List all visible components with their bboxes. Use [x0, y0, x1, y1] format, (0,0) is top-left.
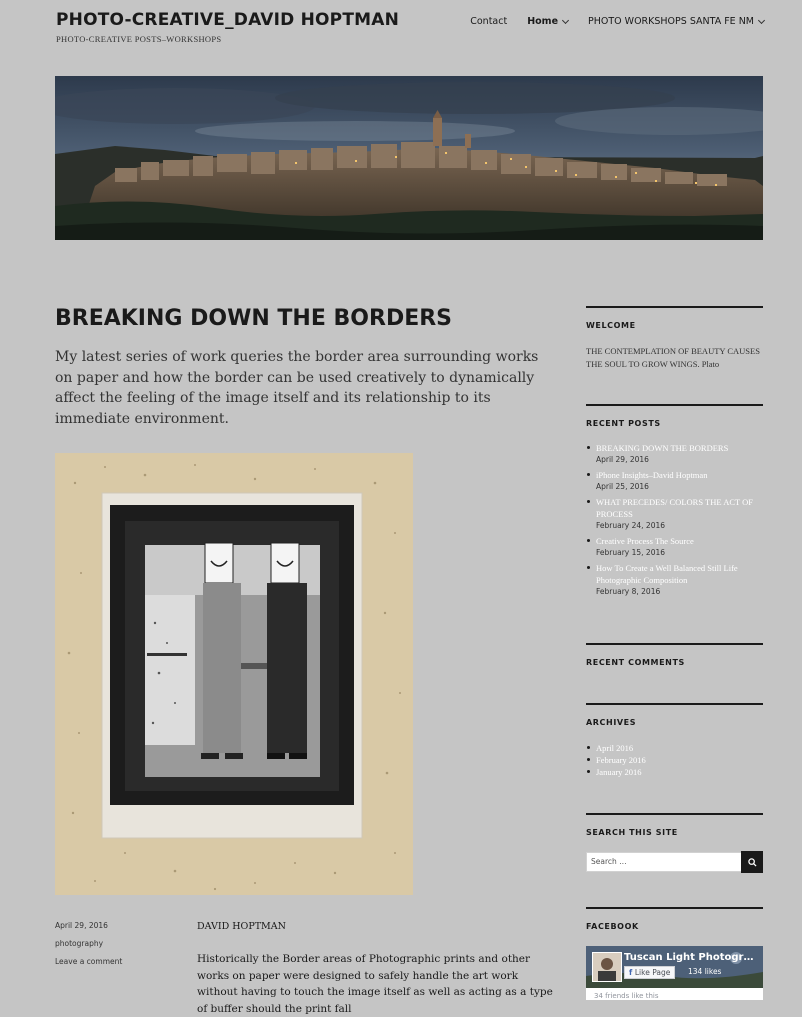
- archives-list: [586, 742, 764, 778]
- archive-link[interactable]: April 2016: [596, 743, 634, 753]
- widget-divider: [586, 703, 763, 705]
- nav-workshops-label: PHOTO WORKSHOPS SANTA FE NM: [588, 16, 754, 27]
- recent-post-link[interactable]: How To Create a Well Balanced Still Life Photographic Composition: [596, 563, 738, 585]
- widget-divider: [586, 306, 763, 308]
- recent-post-link[interactable]: BREAKING DOWN THE BORDERS: [596, 443, 729, 453]
- search-input[interactable]: Search …: [586, 852, 742, 872]
- archive-link[interactable]: January 2016: [596, 767, 642, 777]
- welcome-text: THE CONTEMPLATION OF BEAUTY CAUSES THE SOUL TO GROW WINGS. Plato: [586, 346, 760, 369]
- recent-post-date: February 24, 2016: [596, 521, 666, 530]
- post-date[interactable]: April 29, 2016: [55, 921, 108, 930]
- avatar-icon: [593, 953, 621, 981]
- featured-image[interactable]: [55, 453, 413, 895]
- post-author: DAVID HOPTMAN: [197, 921, 286, 932]
- post-title[interactable]: BREAKING DOWN THE BORDERS: [55, 306, 453, 331]
- facebook-logo-icon: f: [629, 968, 635, 977]
- chevron-down-icon: [562, 16, 569, 23]
- widget-divider: [586, 404, 763, 406]
- facebook-like-count: 134 likes: [688, 967, 722, 976]
- archives-title: ARCHIVES: [586, 718, 637, 727]
- list-item: [596, 562, 764, 597]
- recent-post-date: April 29, 2016: [596, 455, 649, 464]
- facebook-friends-text: 34 friends like this: [586, 988, 763, 1000]
- facebook-page-name[interactable]: Tuscan Light Photogr…: [624, 952, 754, 963]
- site-title[interactable]: PHOTO-CREATIVE_DAVID HOPTMAN: [56, 10, 400, 30]
- list-item: [596, 496, 764, 531]
- list-item: [596, 469, 764, 492]
- recent-posts-list: [586, 442, 764, 601]
- nav-workshops[interactable]: [588, 16, 764, 27]
- facebook-page-plugin[interactable]: [586, 946, 763, 1000]
- widget-divider: [586, 907, 763, 909]
- list-item: [596, 766, 764, 778]
- town-panorama-illustration: [55, 76, 763, 240]
- recent-post-link[interactable]: iPhone Insights–David Hoptman: [596, 470, 708, 480]
- welcome-widget-title: WELCOME: [586, 321, 636, 330]
- search-widget-title: SEARCH THIS SITE: [586, 828, 678, 837]
- facebook-like-label: Like Page: [634, 968, 671, 977]
- widget-divider: [586, 643, 763, 645]
- search-icon: [748, 858, 757, 867]
- recent-post-link[interactable]: Creative Process The Source: [596, 536, 694, 546]
- post-body: Historically the Border areas of Photographic prints and other works on paper were designed to safely handle the art work without having to touch the image itself as well as acting as a type of buffer should the print fall: [197, 953, 553, 1015]
- chevron-down-icon: [758, 16, 765, 23]
- nav-home[interactable]: [527, 16, 568, 27]
- list-item: [596, 742, 764, 754]
- recent-comments-title: RECENT COMMENTS: [586, 658, 685, 667]
- post-category[interactable]: photography: [55, 939, 104, 948]
- facebook-avatar: [592, 952, 622, 982]
- leave-comment-link[interactable]: Leave a comment: [55, 957, 123, 966]
- facebook-like-button[interactable]: [624, 966, 675, 979]
- widget-divider: [586, 813, 763, 815]
- archive-link[interactable]: February 2016: [596, 755, 646, 765]
- list-item: [596, 535, 764, 558]
- recent-post-date: April 25, 2016: [596, 482, 649, 491]
- list-item: [596, 442, 764, 465]
- list-item: [596, 754, 764, 766]
- facebook-widget-title: FACEBOOK: [586, 922, 639, 931]
- main-nav: [470, 16, 764, 27]
- recent-post-date: February 15, 2016: [596, 548, 666, 557]
- nav-home-label: Home: [527, 16, 559, 27]
- recent-post-date: February 8, 2016: [596, 587, 661, 596]
- artwork-two-figures: [55, 453, 413, 895]
- post-meta: [55, 921, 122, 975]
- search-button[interactable]: [741, 851, 763, 873]
- nav-contact[interactable]: [470, 16, 507, 27]
- site-tagline: PHOTO-CREATIVE POSTS–WORKSHOPS: [56, 34, 222, 44]
- recent-post-link[interactable]: WHAT PRECEDES/ COLORS THE ACT OF PROCESS: [596, 497, 754, 519]
- header-image: [55, 76, 763, 240]
- post-excerpt: My latest series of work queries the border area surrounding works on paper and how the border can be used creatively to dynamically affect the feeling of the image itself and its relationship to its immediate environment.: [55, 349, 539, 427]
- recent-posts-title: RECENT POSTS: [586, 419, 661, 428]
- nav-contact-label: Contact: [470, 16, 508, 27]
